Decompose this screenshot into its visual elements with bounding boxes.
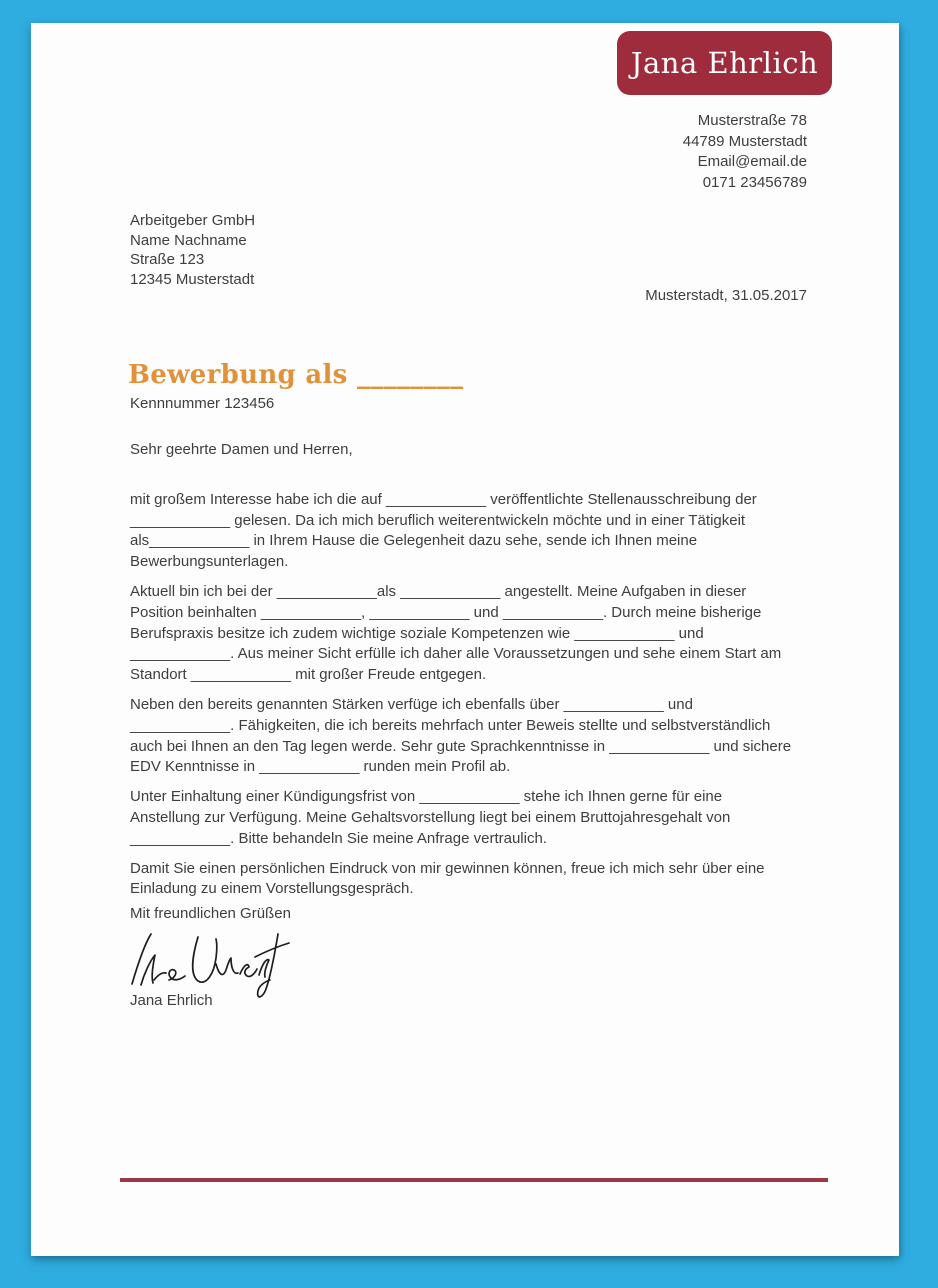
recipient-name: Name Nachname [130,231,247,249]
sender-email: Email@email.de [697,153,807,170]
paragraph-3: Neben den bereits genannten Stärken verfüge ich ebenfalls über ____________ und ____________. Fähigkeiten, die ich bereits mehrfach unter Beweis stellte und selbstverständlich auch bei Ihnen an den Tag legen werde. Sehr gute Sprachkenntnisse in ____________ und sichere EDV Kenntnisse in ____________ runden mein Profil ab. [130,695,792,776]
sender-street: Musterstraße 78 [697,112,807,129]
subject-heading: Bewerbung als ________ [128,360,464,390]
recipient-city: 12345 Musterstadt [130,270,255,288]
closing-block [130,905,298,1009]
date-line: Musterstadt, 31.05.2017 [645,287,807,304]
name-banner [617,31,832,95]
applicant-name: Jana Ehrlich [630,46,819,80]
paragraph-2: Aktuell bin ich bei der ____________als ____________ angestellt. Meine Aufgaben in dieser Position beinhalten ____________, ____________ und ____________. Durch meine bisherige Berufspraxis besitze ich zudem wichtige soziale Kompetenzen wie ____________ und ____________. Aus meiner Sicht erfülle ich daher alle Voraussetzungen und sehe einem Start am Standort ____________ mit großer Freude entgegen. [130,582,782,684]
sender-phone: 0171 23456789 [702,173,807,191]
footer-rule [120,1178,828,1182]
letter-page [31,23,899,1256]
reference-number: Kennnummer 123456 [130,395,275,412]
signature-name: Jana Ehrlich [130,992,213,1009]
paragraph-1: mit großem Interesse habe ich die auf ____________ veröffentlichte Stellenausschreibung der ____________ gelesen. Da ich mich beruflich weiterentwickeln möchte und in einer Tätigkeit als____________ in Ihrem Hause die Gelegenheit dazu sehe, sende ich Ihnen meine Bewerbungsunterlagen. [130,490,757,571]
recipient-street: Straße 123 [130,251,205,269]
closing-regards: Mit freundlichen Grüßen [130,905,291,922]
letter-body [130,440,792,909]
salutation: Sehr geehrte Damen und Herren, [130,441,353,458]
recipient-address-block [130,211,255,289]
sender-address-block [683,111,807,193]
paragraph-4: Unter Einhaltung einer Kündigungsfrist von ____________ stehe ich Ihnen gerne für eine Anstellung zur Verfügung. Meine Gehaltsvorstellung liegt bei einem Bruttojahresgehalt von ____________. Bitte behandeln Sie meine Anfrage vertraulich. [130,788,731,847]
recipient-company: Arbeitgeber GmbH [130,212,256,229]
sender-city: 44789 Musterstadt [682,132,807,150]
paragraph-5: Damit Sie einen persönlichen Eindruck von mir gewinnen können, freue ich mich sehr über eine Einladung zu einem Vorstellungsgespräch. [130,859,765,898]
